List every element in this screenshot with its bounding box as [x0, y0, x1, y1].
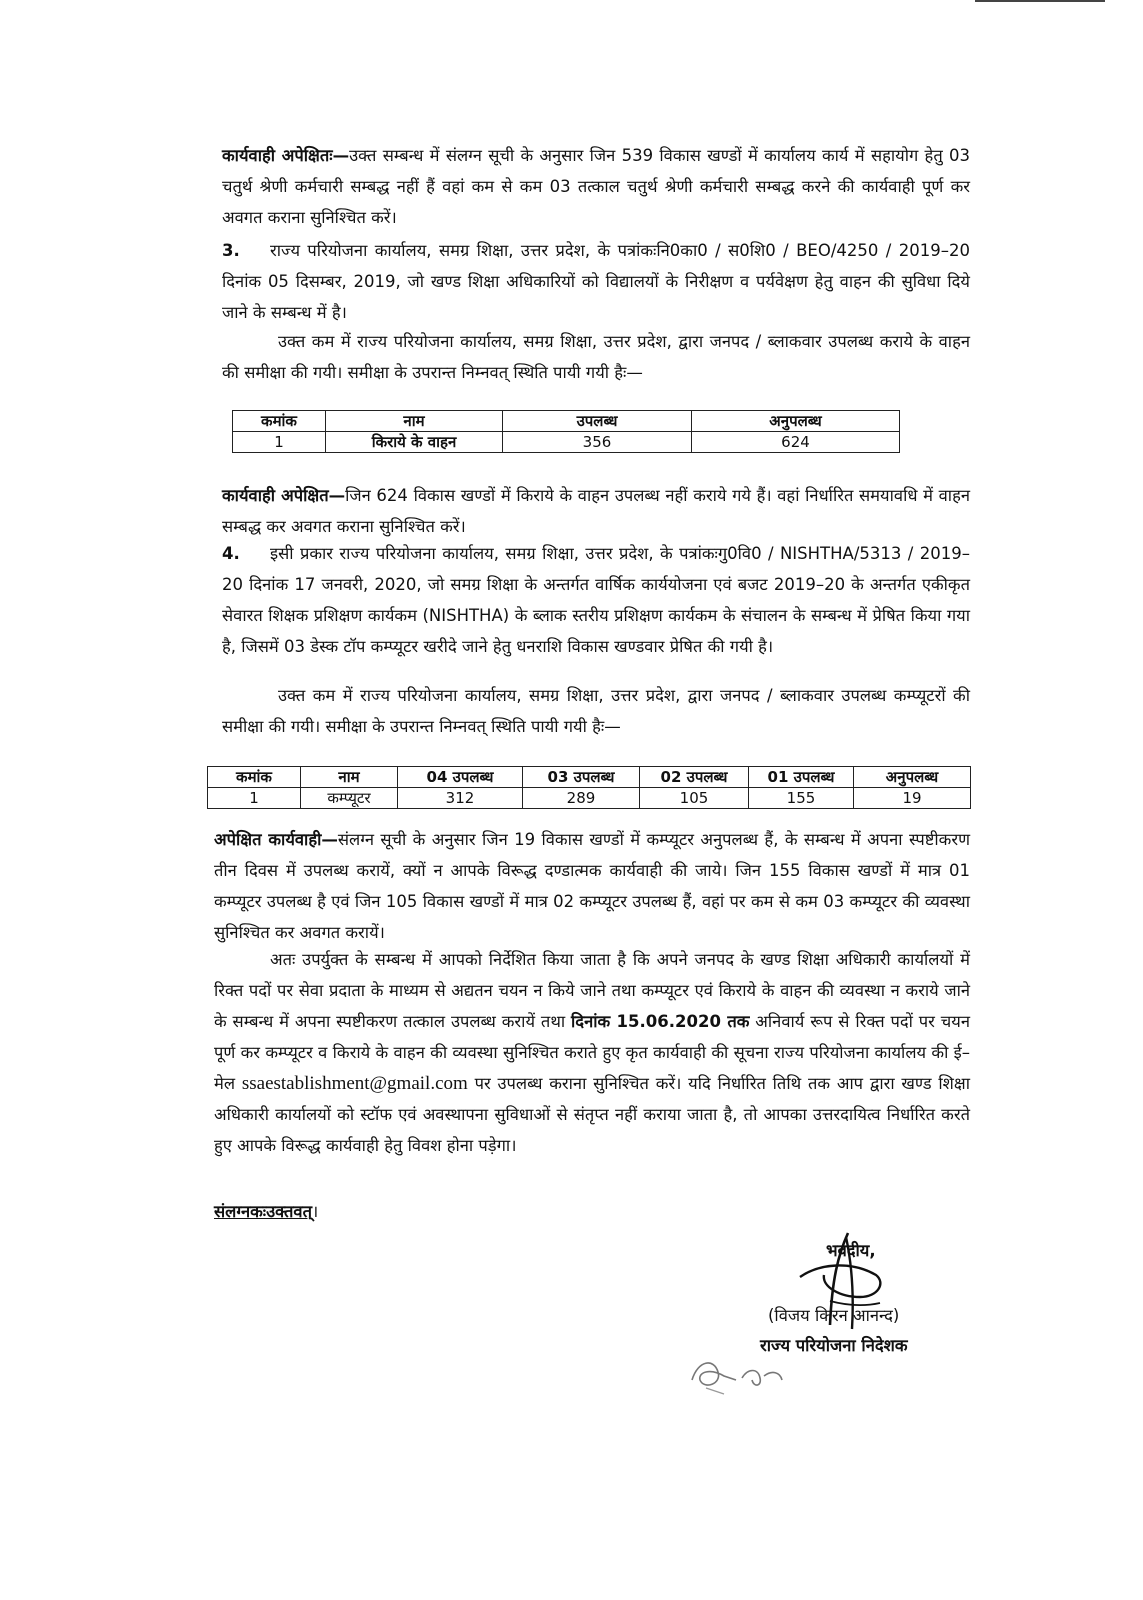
action-required-paragraph-2: [222, 480, 970, 542]
paragraph-text: अनिवार्य रूप से रिक्त पदों पर चयन पूर्ण कर कम्प्यूटर व किराये के वाहन की व्यवस्था सुनिश्चित कराते हुए कृत कार्यवाही की सूचना राज्य परियोजना कार्यालय की ई–मेल: [214, 1012, 971, 1093]
action-label: कार्यवाही अपेक्षितः—: [222, 146, 350, 165]
table-cell: 1: [208, 788, 301, 809]
item-4-followup: उक्त कम में राज्य परियोजना कार्यालय, समग्र शिक्षा, उत्तर प्रदेश, द्वारा जनपद / ब्लाकवार उपलब्ध कम्प्यूटरों की समीक्षा की गयी। समीक्षा के उपरान्त निम्नवत् स्थिति पायी गयी हैः—: [222, 686, 970, 736]
item-number: 4.: [222, 544, 240, 563]
item-4-paragraph: [222, 538, 970, 662]
action-label: अपेक्षित कार्यवाही—: [214, 830, 338, 849]
table-cell: 624: [692, 432, 900, 453]
table-cell: 1: [233, 432, 326, 453]
table-header-cell: उपलब्ध: [503, 411, 692, 432]
table-header-cell: 03 उपलब्ध: [523, 767, 640, 788]
table-cell: 155: [749, 788, 854, 809]
action-required-paragraph-1: [222, 140, 970, 233]
table-header-cell: अनुपलब्ध: [692, 411, 900, 432]
table-cell: 356: [503, 432, 692, 453]
paragraph-text: राज्य परियोजना कार्यालय, समग्र शिक्षा, उत्तर प्रदेश, के पत्रांकःनि0का0 / स0शि0 / BEO/4250 / 2019–20 दिनांक 05 दिसम्बर, 2019, जो खण्ड शिक्षा अधिकारियों को विद्यालयों के निरीक्षण व पर्यवेक्षण हेतु वाहन की सुविधा दिये जाने के सम्बन्ध में है।: [222, 241, 970, 322]
table-header-cell: कमांक: [208, 767, 301, 788]
table-header-row: [233, 411, 900, 432]
table-header-cell: नाम: [301, 767, 398, 788]
enclosure-line: [214, 1196, 614, 1227]
scan-edge-line: [975, 0, 1105, 2]
table-header-cell: नाम: [326, 411, 503, 432]
directive-paragraph: [214, 944, 970, 1161]
table-header-row: [208, 767, 971, 788]
paragraph-text: इसी प्रकार राज्य परियोजना कार्यालय, समग्र शिक्षा, उत्तर प्रदेश, के पत्रांकःगु0वि0 / NISHTHA/5313 / 2019–20 दिनांक 17 जनवरी, 2020, जो समग्र शिक्षा के अन्तर्गत वार्षिक कार्ययोजना एवं बजट 2019–20 के अन्तर्गत एकीकृत सेवारत शिक्षक प्रशिक्षण कार्यकम (NISHTHA) के ब्लाक स्तरीय प्रशिक्षण कार्यकम के संचालन के सम्बन्ध में प्रेषित किया गया है, जिसमें 03 डेस्क टॉप कम्प्यूटर खरीदे जाने हेतु धनराशि विकास खण्डवार प्रेषित की गयी है।: [222, 544, 970, 656]
paragraph-text: पर उपलब्ध कराना सुनिश्चित करें। यदि निर्धारित तिथि तक आप द्वारा खण्ड शिक्षा अधिकारी कार्यालयों को स्टॉफ एवं अवस्थापना सुविधाओं से संतृप्त नहीं कराया जाता है, तो आपका उत्तरदायित्व निर्धारित करते हुए आपके विरूद्ध कार्यवाही हेतु विवश होना पड़ेगा।: [214, 1074, 970, 1155]
item-3-paragraph: [222, 235, 970, 328]
table-cell: किराये के वाहन: [326, 432, 503, 453]
table-header-cell: अनुपलब्ध: [854, 767, 971, 788]
table-cell: कम्प्यूटर: [301, 788, 398, 809]
table-header-cell: 01 उपलब्ध: [749, 767, 854, 788]
table-cell: 105: [640, 788, 749, 809]
table-row: [233, 432, 900, 453]
enclosure-end: ।: [312, 1202, 319, 1221]
email-address: ssaestablishment@gmail.com: [241, 1073, 468, 1094]
deadline-text: दिनांक 15.06.2020 तक: [571, 1012, 750, 1031]
paragraph-text: अतः उपर्युक्त के सम्बन्ध में आपको निर्देशित किया जाता है कि अपने जनपद के खण्ड शिक्षा अधिकारी कार्यालयों में रिक्त पदों पर सेवा प्रदाता के माध्यम से अद्यतन चयन न किये जाने तथा कम्प्यूटर एवं किराये के वाहन की व्यवस्था न कराये जाने के सम्बन्ध में अपना स्पष्टीकरण तत्काल उपलब्ध करायें तथा: [214, 950, 970, 1031]
item-number: 3.: [222, 241, 240, 260]
table-cell: 312: [398, 788, 523, 809]
enclosure-label: संलग्नकःउक्तवत्: [214, 1202, 313, 1221]
action-label: कार्यवाही अपेक्षित—: [222, 486, 346, 505]
expected-action-paragraph: [214, 824, 970, 948]
paragraph-text: जिन 624 विकास खण्डों में किराये के वाहन उपलब्ध नहीं कराये गये हैं। वहां निर्धारित समयावधि में वाहन सम्बद्ध कर अवगत कराना सुनिश्चित करें।: [222, 486, 970, 536]
item-3-followup: उक्त कम में राज्य परियोजना कार्यालय, समग्र शिक्षा, उत्तर प्रदेश, द्वारा जनपद / ब्लाकवार उपलब्ध कराये के वाहन की समीक्षा की गयी। समीक्षा के उपरान्त निम्नवत् स्थिति पायी गयी हैः—: [222, 332, 970, 382]
table-header-cell: 02 उपलब्ध: [640, 767, 749, 788]
computer-status-table: [207, 766, 971, 809]
handwritten-initials: [684, 1350, 794, 1400]
table-header-cell: कमांक: [233, 411, 326, 432]
signatory-designation: राज्य परियोजना निदेशक: [760, 1336, 908, 1355]
table-cell: 19: [854, 788, 971, 809]
vehicle-status-table: [232, 410, 900, 453]
paragraph-text: उक्त सम्बन्ध में संलग्न सूची के अनुसार जिन 539 विकास खण्डों में कार्यालय कार्य में सहायोग हेतु 03 चतुर्थ श्रेणी कर्मचारी सम्बद्ध नहीं हैं वहां कम से कम 03 तत्काल चतुर्थ श्रेणी कर्मचारी सम्बद्ध करने की कार्यवाही पूर्ण कर अवगत कराना सुनिश्चित करें।: [222, 146, 971, 227]
table-cell: 289: [523, 788, 640, 809]
paragraph-text: संलग्न सूची के अनुसार जिन 19 विकास खण्डों में कम्प्यूटर अनुपलब्ध हैं, के सम्बन्ध में अपना स्पष्टीकरण तीन दिवस में उपलब्ध करायें, क्यों न आपके विरूद्ध दण्डात्मक कार्यवाही की जाये। जिन 155 विकास खण्डों में मात्र 01 कम्प्यूटर उपलब्ध है एवं जिन 105 विकास खण्डों में मात्र 02 कम्प्यूटर उपलब्ध हैं, वहां पर कम से कम 03 कम्प्यूटर की व्यवस्था सुनिश्चित कर अवगत करायें।: [214, 830, 971, 942]
salutation: भवदीय,: [826, 1241, 876, 1260]
table-row: [208, 788, 971, 809]
table-header-cell: 04 उपलब्ध: [398, 767, 523, 788]
signatory-name: (विजय किरन आनन्द): [768, 1306, 900, 1325]
